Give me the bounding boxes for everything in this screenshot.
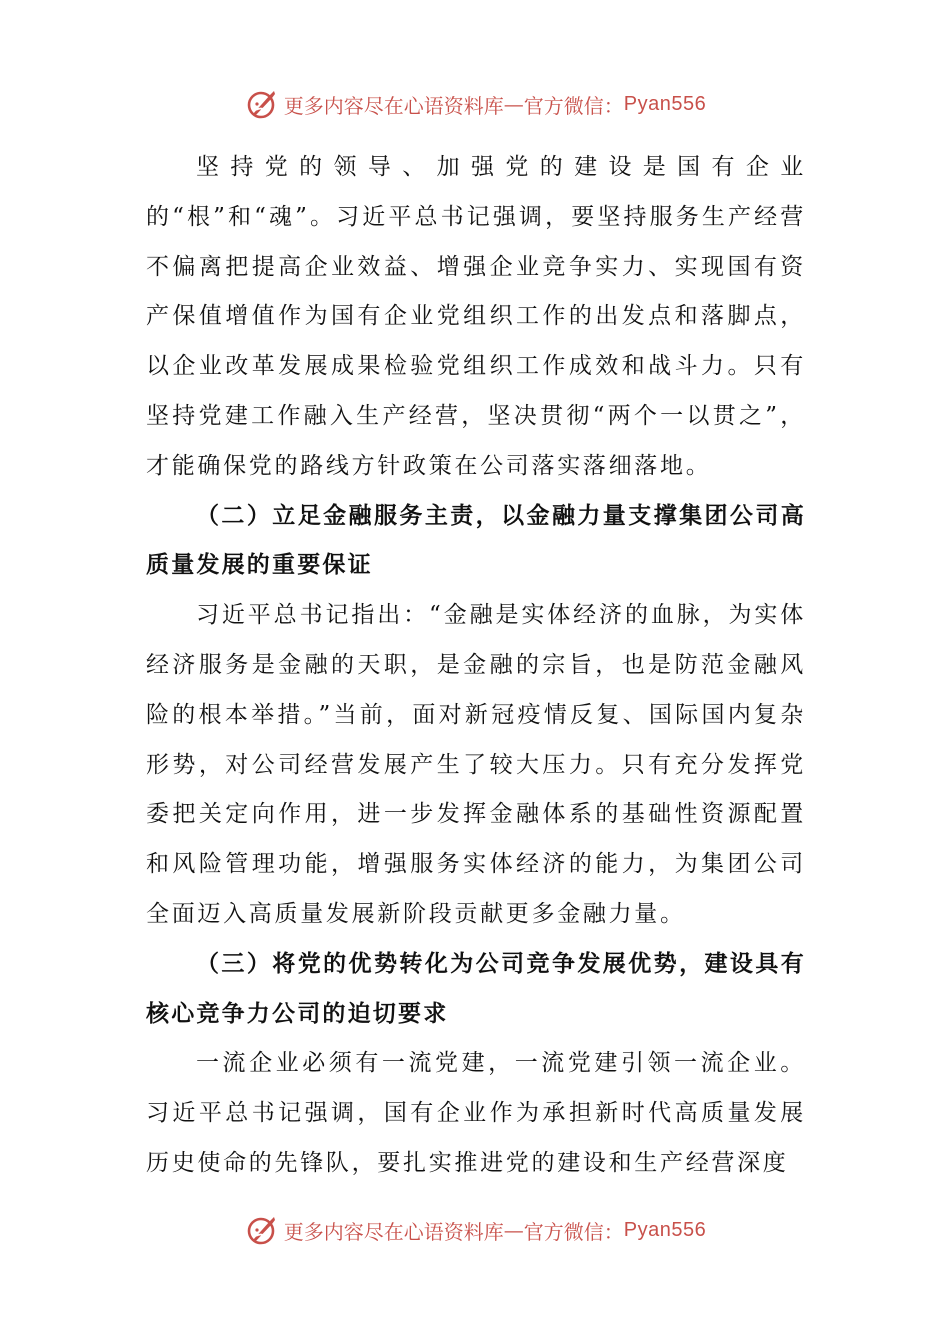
banner-wechat-label: 官方微信： <box>523 93 624 118</box>
header-watermark-banner <box>0 82 950 126</box>
banner-dash: — <box>503 92 524 116</box>
document-body <box>146 143 806 1189</box>
banner-wechat-label: 官方微信： <box>523 1219 624 1244</box>
body-paragraph: 坚持党的领导、加强党的建设是国有企业的“根”和“魂”。习近平总书记强调，要坚持服务生产经营不偏离把提高企业效益、增强企业竞争实力、实现国有资产保值增值作为国有企业党组织工作的出发点和落脚点，以企业改革发展成果检验党组织工作成效和战斗力。只有坚持党建工作融入生产经营，坚决贯彻“两个一以贯之”，才能确保党的路线方针政策在公司落实落细落地。 <box>146 154 806 479</box>
pen-circle-logo-icon <box>244 1212 280 1248</box>
footer-watermark-banner <box>0 1208 950 1252</box>
banner-brand-text: 更多内容尽在心语资料库 <box>283 93 504 118</box>
banner-dash: — <box>503 1218 524 1242</box>
section-heading: （三）将党的优势转化为公司竞争发展优势，建设具有核心竞争力公司的迫切要求 <box>146 950 806 1027</box>
body-paragraph: 一流企业必须有一流党建，一流党建引领一流企业。习近平总书记强调，国有企业作为承担新时代高质量发展历史使命的先锋队，要扎实推进党的建设和生产经营深度 <box>146 1050 806 1176</box>
banner-wechat-id: Pyan556 <box>623 1218 707 1241</box>
body-paragraph: 习近平总书记指出：“金融是实体经济的血脉，为实体经济服务是金融的天职，是金融的宗旨，也是防范金融风险的根本举措。”当前，面对新冠疫情反复、国际国内复杂形势，对公司经营发展产生了较大压力。只有充分发挥党委把关定向作用，进一步发挥金融体系的基础性资源配置和风险管理功能，增强服务实体经济的能力，为集团公司全面迈入高质量发展新阶段贡献更多金融力量。 <box>146 602 806 927</box>
section-heading: （二）立足金融服务主责，以金融力量支撑集团公司高质量发展的重要保证 <box>146 502 806 579</box>
pen-circle-logo-icon <box>244 86 280 122</box>
banner-brand-text: 更多内容尽在心语资料库 <box>283 1219 504 1244</box>
banner-wechat-id: Pyan556 <box>623 92 707 115</box>
